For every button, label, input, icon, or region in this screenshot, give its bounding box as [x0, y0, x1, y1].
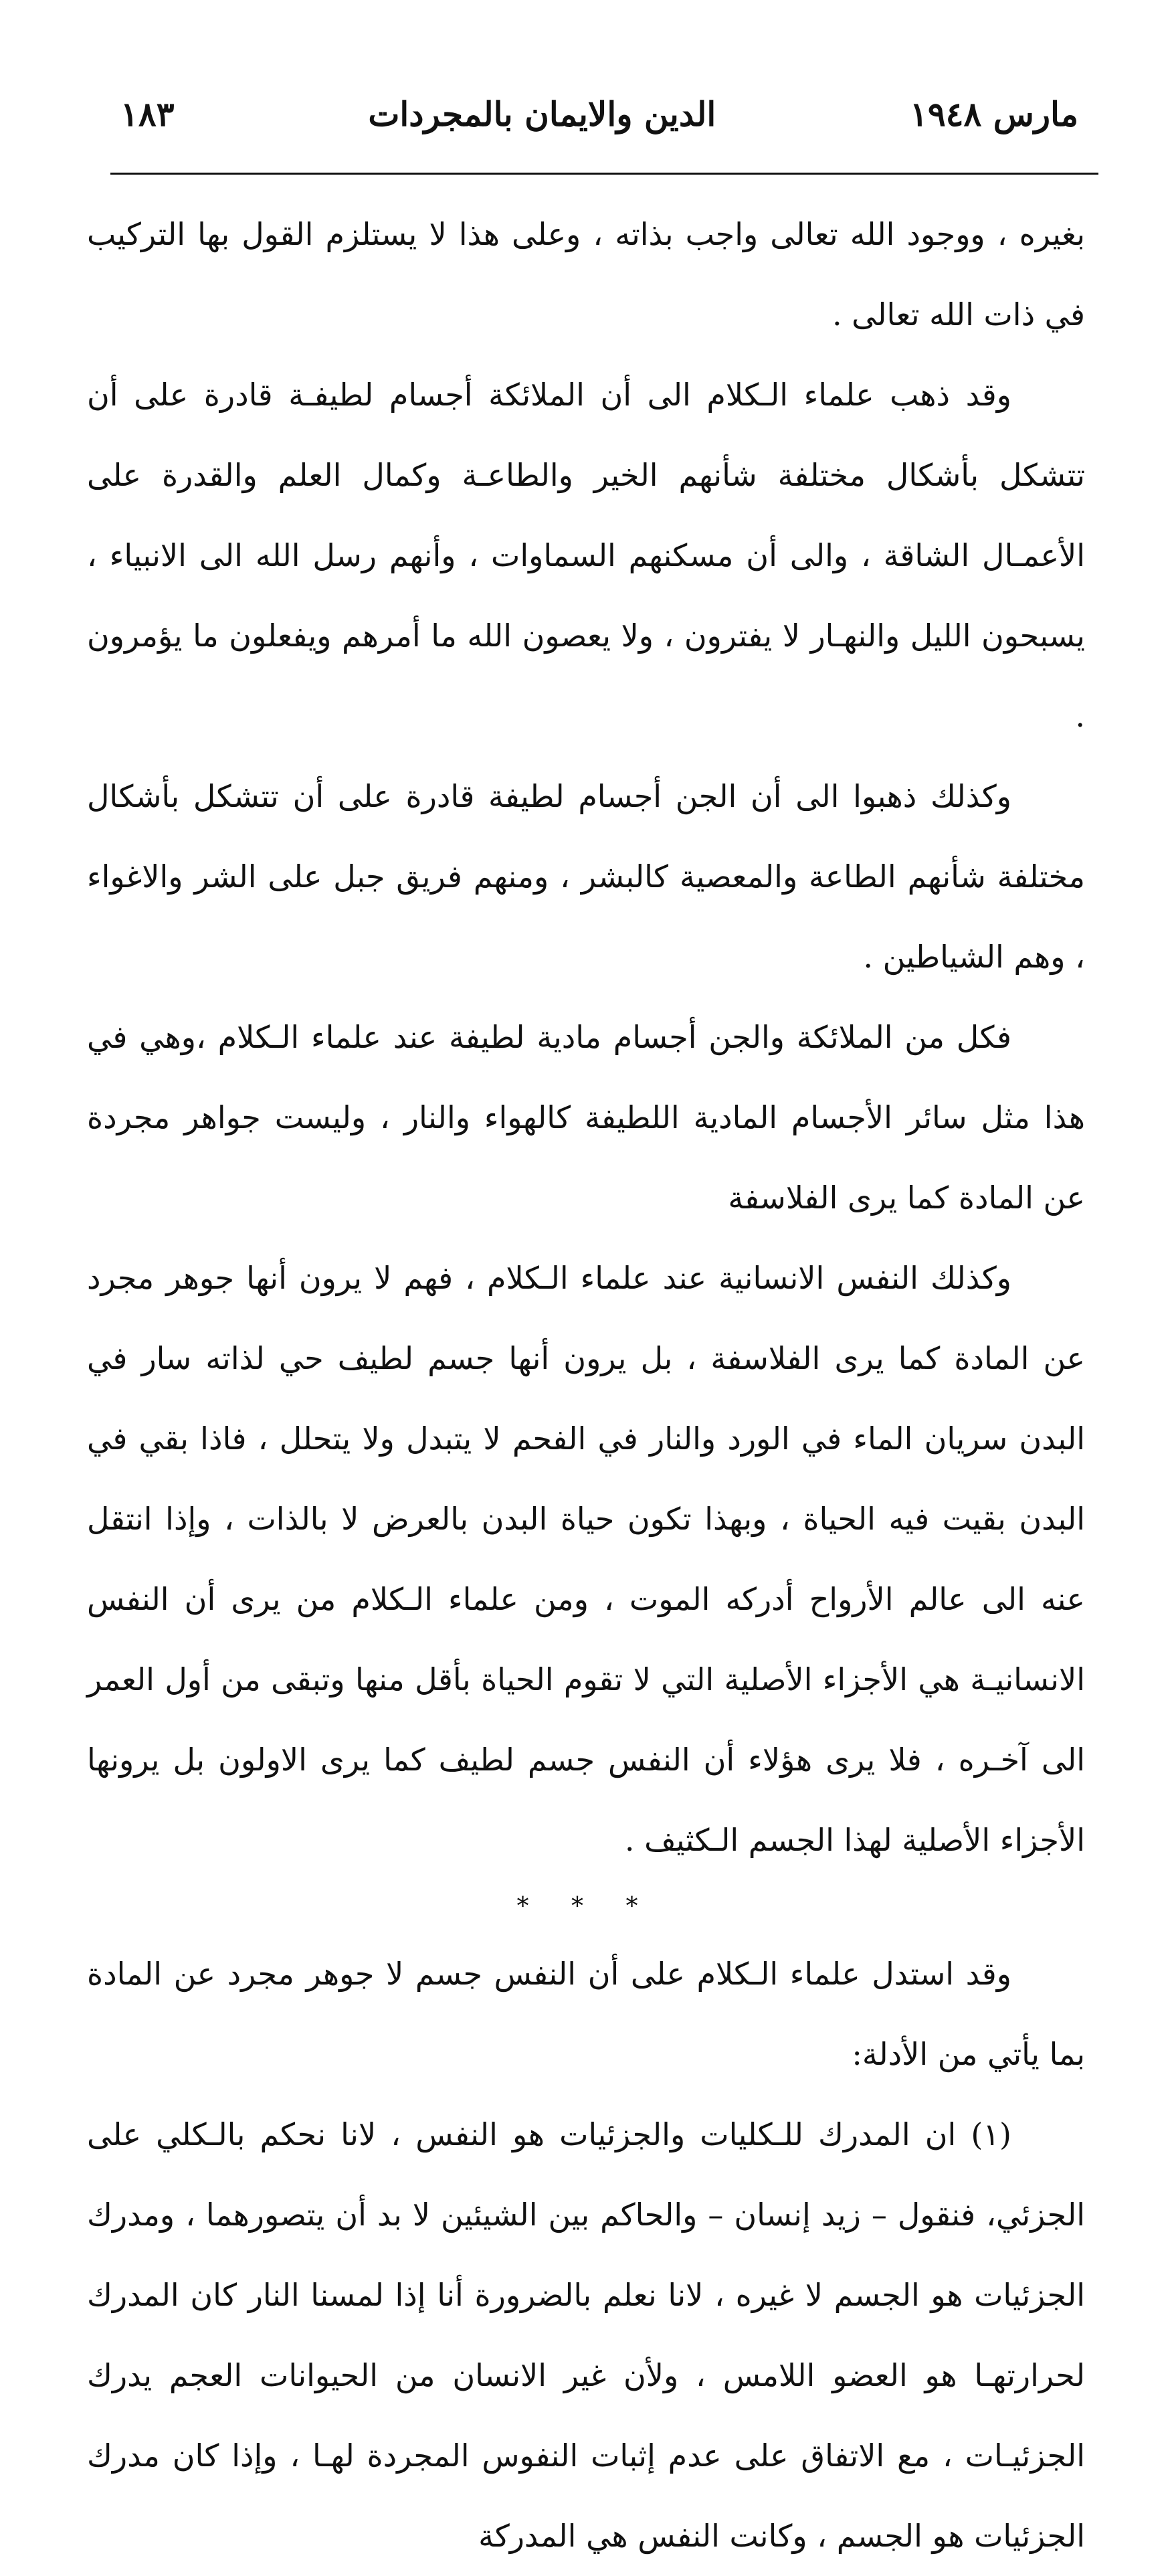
paragraph-6: وقد استدل علماء الـكلام على أن النفس جسم لا جوهر مجرد عن المادة بما يأتي من الأدلة:: [87, 1956, 1085, 2072]
header-title: الدين والايمان بالمجردات: [368, 94, 716, 134]
header-rule: [110, 173, 1098, 175]
separator-star: *: [571, 1893, 601, 1920]
paragraph-5: وكذلك النفس الانسانية عند علماء الـكلام ، فهم لا يرون أنها جوهر مجرد عن المادة كما يرى الفلاسفة ، بل يرون أنها جسم لطيف حي لذاته سار في البدن سريان الماء في الورد والنار في الفحم لا يتبدل ولا يتحلل ، فاذا بقي في البدن بقيت فيه الحياة ، وبهذا تكون حياة البدن بالعرض لا بالذات ، وإذا انتقل عنه الى عالم الأرواح أدركه الموت ، ومن علماء الـكلام من يرى أن النفس الانسانيـة هي الأجزاء الأصلية التي لا تقوم الحياة بأقل منها وتبقى من أول العمر الى آخـره ، فلا يرى هؤلاء أن النفس جسم لطيف كما يرى الاولون بل يرونها الأجزاء الأصلية لهذا الجسم الـكثيف .: [87, 1260, 1085, 1858]
section-separator: [87, 1880, 1085, 1934]
running-header: [120, 87, 1078, 141]
paragraph-2: وقد ذهب علماء الـكلام الى أن الملائكة أجسام لطيفـة قادرة على أن تتشكل بأشكال مختلفة شأنهم الخير والطاعـة وكمال العلم والقدرة على الأعمـال الشاقة ، والى أن مسكنهم السماوات ، وأنهم رسل الله الى الانبياء ، يسبحون الليل والنهـار لا يفترون ، ولا يعصون الله ما أمرهم ويفعلون ما يؤمرون .: [87, 377, 1085, 734]
paragraph-1: بغيره ، ووجود الله تعالى واجب بذاته ، وعلى هذا لا يستلزم القول بها التركيب في ذات الله تعالى .: [87, 216, 1085, 333]
page-number: ١٨٣: [120, 94, 175, 134]
paragraph-3: وكذلك ذهبوا الى أن الجن أجسام لطيفة قادرة على أن تتشكل بأشكال مختلفة شأنهم الطاعة والمعصية كالبشر ، ومنهم فريق جبل على الشر والاغواء ، وهم الشياطين .: [87, 778, 1085, 975]
paragraph-7: (١) ان المدرك للـكليات والجزئيات هو النفس ، لانا نحكم بالـكلي على الجزئي، فنقول – زيد إنسان – والحاكم بين الشيئين لا بد أن يتصورهما ، ومدرك الجزئيات هو الجسم لا غيره ، لانا نعلم بالضرورة أنا إذا لمسنا النار كان المدرك لحرارتهـا هو العضو اللامس ، ولأن غير الانسان من الحيوانات العجم يدرك الجزئيـات ، مع الاتفاق على عدم إثبات النفوس المجردة لهـا ، وإذا كان مدرك الجزئيات هو الجسم ، وكانت النفس هي المدركة: [87, 2116, 1085, 2554]
separator-star: *: [516, 1893, 547, 1920]
body-text: [87, 194, 1085, 2576]
paragraph-4: فكل من الملائكة والجن أجسام مادية لطيفة عند علماء الـكلام ،وهي في هذا مثل سائر الأجسام المادية اللطيفة كالهواء والنار ، وليست جواهر مجردة عن المادة كما يرى الفلاسفة: [87, 1019, 1085, 1216]
separator-star: *: [625, 1893, 656, 1920]
header-date: مارس ١٩٤٨: [909, 94, 1078, 134]
